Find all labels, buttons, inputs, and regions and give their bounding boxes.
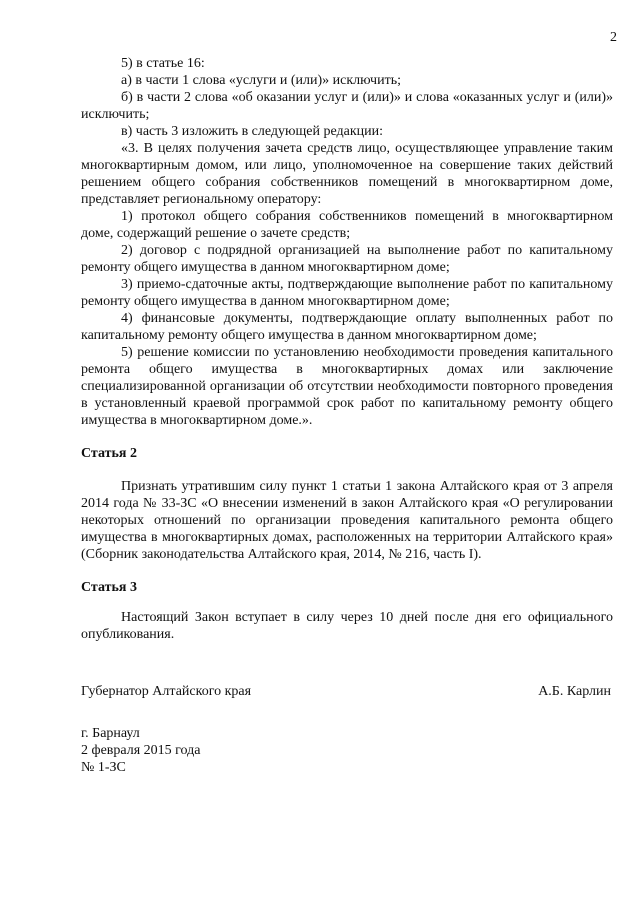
amendment-line-1: 5) в статье 16:: [121, 56, 205, 71]
list-item-3: 3) приемо-сдаточные акты, подтверждающие выполнение работ по капитальному ремонту общего имущества в данном многоквартирном доме;: [81, 277, 613, 309]
footer-date: 2 февраля 2015 года: [81, 743, 201, 758]
document-footer: [81, 725, 201, 776]
signatory-position: Губернатор Алтайского края: [81, 684, 252, 699]
article-2-text: Признать утратившим силу пункт 1 статьи 1 закона Алтайского края от 3 апреля 2014 года № 33-ЗС «О внесении изменений в закон Алтайского края «О регулировании некоторых отношений по организации проведения капитального ремонта общего имущества в многоквартирных домах, расположенных на территории Алтайского края» (Сборник законодательства Алтайского края, 2014, № 216, часть I).: [81, 479, 613, 562]
signatory-name: А.Б. Карлин: [538, 684, 611, 699]
list-item-1: 1) протокол общего собрания собственников помещений в многоквартирном доме, содержащий решение о зачете средств;: [81, 209, 613, 241]
article-3-text: Настоящий Закон вступает в силу через 10 дней после дня его официального опубликования.: [81, 610, 613, 642]
list-item-5: 5) решение комиссии по установлению необходимости проведения капитального ремонта общего имущества в многоквартирных домах или заключение специализированной организации об отсутствии необходимости повторного проведения в установленный краевой программой срок работ по капитальному ремонту общего имущества в многоквартирном доме.».: [81, 345, 613, 428]
page-number: 2: [610, 30, 617, 45]
amendment-line-4: в) часть 3 изложить в следующей редакции:: [121, 124, 384, 139]
article-2-heading: Статья 2: [81, 446, 137, 461]
list-item-2: 2) договор с подрядной организацией на выполнение работ по капитальному ремонту общего имущества в данном многоквартирном доме;: [81, 243, 613, 275]
document-body: [81, 55, 613, 643]
footer-city: г. Барнаул: [81, 726, 140, 741]
part3-intro: «3. В целях получения зачета средств лицо, осуществляющее управление таким многоквартирным домом, или лицо, уполномоченное на совершение таких действий решением общего собрания собственников помещений в многоквартирном доме, представляет региональному оператору:: [81, 141, 613, 207]
amendment-line-3: б) в части 2 слова «об оказании услуг и (или)» и слова «оказанных услуг и (или)» исключить;: [81, 90, 613, 122]
article-3-heading: Статья 3: [81, 580, 137, 595]
list-item-4: 4) финансовые документы, подтверждающие оплату выполненных работ по капитальному ремонту общего имущества в данном многоквартирном доме;: [81, 311, 613, 343]
amendment-line-2: а) в части 1 слова «услуги и (или)» исключить;: [121, 73, 401, 88]
footer-law-number: № 1-ЗС: [81, 760, 126, 775]
